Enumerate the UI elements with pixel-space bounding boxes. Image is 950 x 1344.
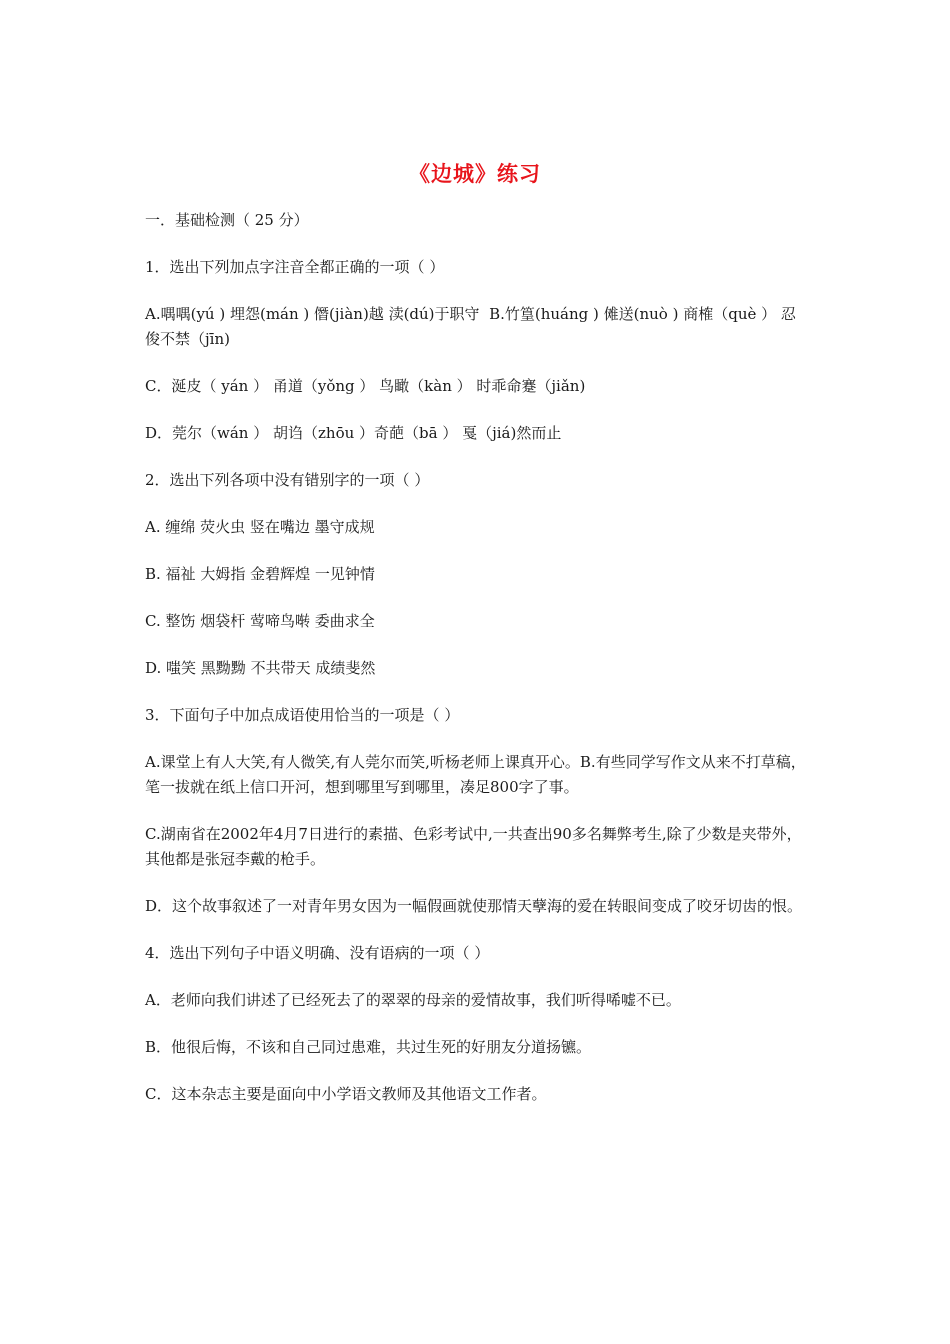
- question-4-option-c: C．这本杂志主要是面向中小学语文教师及其他语文工作者。: [145, 1085, 547, 1103]
- question-1-option-d: D．莞尔（wán ） 胡诌（zhōu ）奇葩（bā ） 戛（jiá)然而止: [145, 424, 562, 442]
- question-4-option-a: A．老师向我们讲述了已经死去了的翠翠的母亲的爱情故事，我们听得唏嘘不已。: [145, 991, 681, 1009]
- question-2-stem: 2．选出下列各项中没有错别字的一项（ ）: [145, 471, 430, 489]
- document-body: [145, 208, 810, 1129]
- document-title: 《边城》练习: [409, 162, 541, 186]
- question-3-stem: 3．下面句子中加点成语使用恰当的一项是（ ）: [145, 706, 460, 724]
- question-2-option-c: C. 整饬 烟袋杆 莺啼鸟啭 委曲求全: [145, 612, 375, 630]
- question-1-stem: 1．选出下列加点字注音全都正确的一项（ ）: [145, 258, 445, 276]
- section-heading: 一．基础检测（ 25 分）: [145, 211, 309, 229]
- question-3-option-a-b: A.课堂上有人大笑,有人微笑,有人莞尔而笑,听杨老师上课真开心。B.有些同学写作文从来不打草稿，笔一拔就在纸上信口开河，想到哪里写到哪里，凑足800字了事。: [145, 753, 806, 796]
- question-4-option-b: B．他很后悔，不该和自己同过患难，共过生死的好朋友分道扬镳。: [145, 1038, 592, 1056]
- question-2-option-a: A. 缠绵 荧火虫 竖在嘴边 墨守成规: [145, 518, 375, 536]
- question-2-option-d: D. 嗤笑 黑黝黝 不共带天 成绩斐然: [145, 659, 376, 677]
- question-1-option-a-b: A.喁喁(yú ) 埋怨(mán ) 僭(jiàn)越 渎(dú)于职守 B.竹篁(huáng ) 傩送(nuò ) 商榷（què ） 忍俊不禁（jīn): [145, 305, 796, 348]
- question-1-option-c: C．涎皮（ yán ） 甬道（yǒng ） 鸟瞰（kàn ） 时乖命蹇（jiǎn): [145, 377, 586, 395]
- question-3-option-c: C.湖南省在2002年4月7日进行的素描、色彩考试中,一共查出90多名舞弊考生,除了少数是夹带外，其他都是张冠李戴的枪手。: [145, 825, 802, 868]
- question-2-option-b: B. 福祉 大姆指 金碧辉煌 一见钟情: [145, 565, 375, 583]
- question-3-option-d: D．这个故事叙述了一对青年男女因为一幅假画就使那情天孽海的爱在转眼间变成了咬牙切齿的恨。: [145, 897, 803, 915]
- question-4-stem: 4．选出下列句子中语义明确、没有语病的一项（ ）: [145, 944, 490, 962]
